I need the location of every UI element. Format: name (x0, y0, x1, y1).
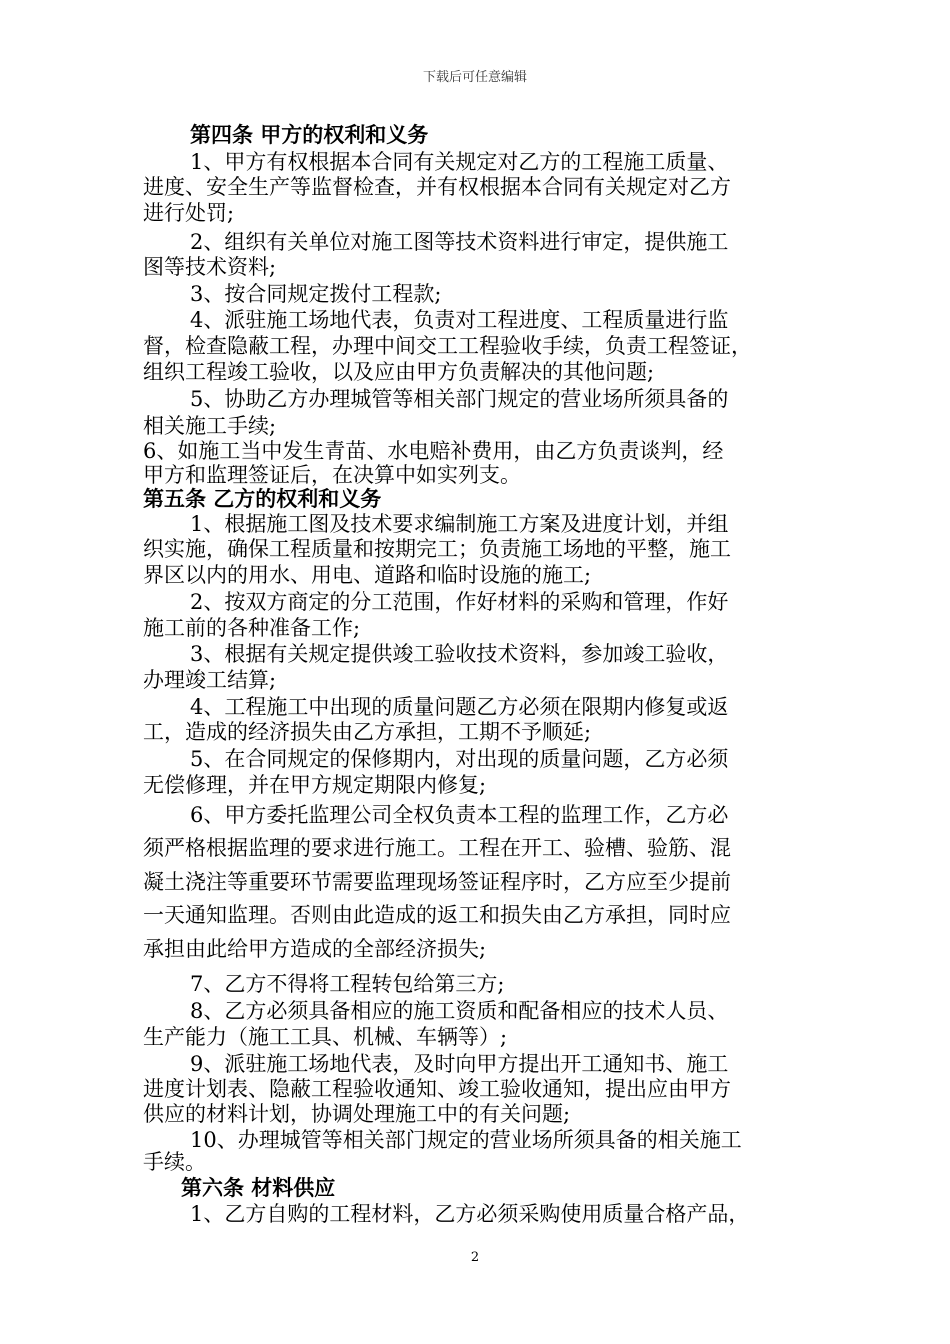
page-header: 下载后可任意编辑 (422, 70, 527, 85)
article5-line: 办理竣工结算; (143, 667, 277, 692)
article4-line: 进度、安全生产等监督检查，并有权根据本合同有关规定对乙方 (143, 175, 731, 200)
article4-line: 甲方和监理签证后，在决算中如实列支。 (143, 463, 521, 488)
article5-line: 9、派驻施工场地代表，及时向甲方提出开工通知书、施工 (190, 1051, 729, 1076)
article4-line: 相关施工手续; (143, 413, 277, 438)
article5-line: 承担由此给甲方造成的全部经济损失; (143, 936, 487, 961)
article4-line: 督，检查隐蔽工程，办理中间交工工程验收手续，负责工程签证， (143, 333, 752, 358)
article5-line: 手续。 (143, 1150, 206, 1175)
article5-line: 无偿修理，并在甲方规定期限内修复; (143, 772, 487, 797)
article5-line: 1、根据施工图及技术要求编制施工方案及进度计划，并组 (190, 512, 729, 537)
article5-line: 4、工程施工中出现的质量问题乙方必须在限期内修复或返 (190, 694, 729, 719)
article5-line: 一天通知监理。否则由此造成的返工和损失由乙方承担，同时应 (143, 903, 731, 928)
article5-line: 须严格根据监理的要求进行施工。工程在开工、验槽、验筋、混 (143, 836, 731, 861)
article4-line: 5、协助乙方办理城管等相关部门规定的营业场所须具备的 (190, 387, 729, 412)
article5-line: 界区以内的用水、用电、道路和临时设施的施工; (143, 562, 592, 587)
article5-line: 7、乙方不得将工程转包给第三方; (190, 971, 505, 996)
article5-line: 10、办理城管等相关部门规定的营业场所须具备的相关施工 (190, 1128, 742, 1153)
article6-title: 第六条 材料供应 (181, 1175, 336, 1200)
article5-line: 施工前的各种准备工作; (143, 616, 361, 641)
article5-line: 凝土浇注等重要环节需要监理现场签证程序时，乙方应至少提前 (143, 869, 731, 894)
article4-title: 第四条 甲方的权利和义务 (190, 123, 429, 147)
article5-line: 5、在合同规定的保修期内，对出现的质量问题，乙方必须 (190, 746, 729, 771)
article5-line: 织实施，确保工程质量和按期完工；负责施工场地的平整，施工 (143, 537, 731, 562)
article5-line: 生产能力（施工工具、机械、车辆等）; (143, 1025, 508, 1050)
article5-title: 第五条 乙方的权利和义务 (143, 486, 382, 511)
article6-line: 1、乙方自购的工程材料，乙方必须采购使用质量合格产品， (190, 1201, 750, 1226)
article5-line: 3、根据有关规定提供竣工验收技术资料，参加竣工验收， (190, 642, 729, 667)
article5-line: 8、乙方必须具备相应的施工资质和配备相应的技术人员、 (190, 999, 729, 1024)
article4-line: 进行处罚; (143, 200, 235, 225)
article5-line: 供应的材料计划，协调处理施工中的有关问题; (143, 1102, 571, 1127)
article5-line: 6、甲方委托监理公司全权负责本工程的监理工作，乙方必 (190, 802, 729, 827)
article5-line: 工，造成的经济损失由乙方承担，工期不予顺延; (143, 720, 592, 745)
article4-line: 1、甲方有权根据本合同有关规定对乙方的工程施工质量、 (190, 150, 729, 175)
article4-line: 组织工程竣工验收，以及应由甲方负责解决的其他问题; (143, 360, 655, 385)
article5-line: 进度计划表、隐蔽工程验收通知、竣工验收通知，提出应由甲方 (143, 1076, 731, 1101)
article4-line: 2、组织有关单位对施工图等技术资料进行审定，提供施工 (190, 229, 729, 254)
page-number: 2 (470, 1250, 480, 1265)
article4-line: 4、派驻施工场地代表，负责对工程进度、工程质量进行监 (190, 307, 729, 332)
article5-line: 2、按双方商定的分工范围，作好材料的采购和管理，作好 (190, 589, 729, 614)
article4-line: 图等技术资料; (143, 255, 277, 280)
article4-line: 3、按合同规定拨付工程款; (190, 282, 442, 307)
article4-line: 6、如施工当中发生青苗、水电赔补费用，由乙方负责谈判，经 (143, 438, 724, 463)
